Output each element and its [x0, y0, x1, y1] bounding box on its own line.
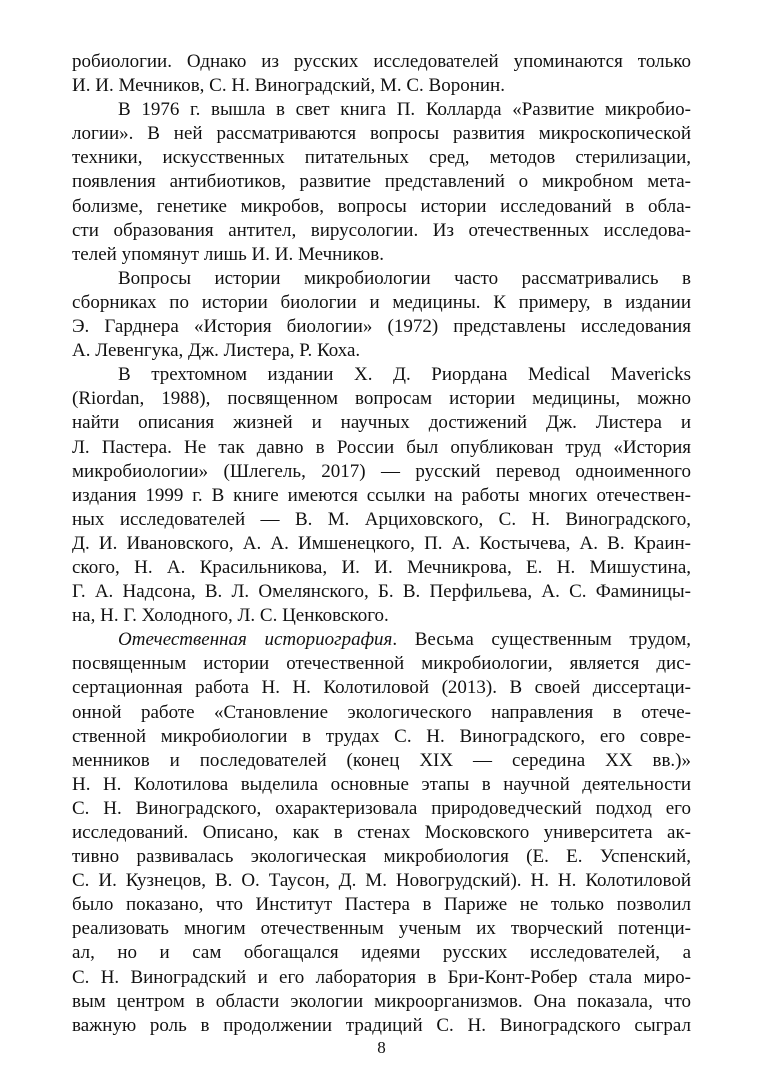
- text-line: логии». В ней рассматриваются вопросы развития микроскопической: [72, 123, 691, 145]
- text-line: Вопросы истории микробиологии часто рассматривались в: [118, 267, 691, 289]
- text-line: издания 1999 г. В книге имеются ссылки на работы многих отечествен-: [72, 484, 691, 506]
- text-line: ского, Н. А. Красильникова, И. И. Мечникрова, Е. Н. Мишустина,: [72, 556, 691, 578]
- text-line: (Riordan, 1988), посвященном вопросам истории медицины, можно: [72, 388, 691, 410]
- text-line: микробиологии» (Шлегель, 2017) — русский перевод одноименного: [72, 460, 691, 482]
- text-line: Д. И. Ивановского, А. А. Имшенецкого, П. А. Костычева, А. В. Краин-: [72, 532, 691, 554]
- text-line: телей упомянут лишь И. И. Мечников.: [72, 243, 384, 265]
- text-line: сертационная работа Н. Н. Колотиловой (2013). В своей диссертаци-: [72, 677, 691, 699]
- text-line: онной работе «Становление экологического направления в отече-: [72, 701, 691, 723]
- section-heading-inline: Отечественная историография: [118, 629, 393, 651]
- text-line: Э. Гарднера «История биологии» (1972) представлены исследования: [72, 316, 691, 338]
- text-line: реализовать многим отечественным ученым их творческий потенци-: [72, 918, 691, 940]
- text-line: В 1976 г. вышла в свет книга П. Колларда «Развитие микробио-: [118, 99, 691, 121]
- text-line: [72, 628, 691, 652]
- text-line: Л. Пастера. Не так давно в России был опубликован труд «История: [72, 436, 691, 458]
- text-line: болизме, генетике микробов, вопросы истории исследований в обла-: [72, 195, 691, 217]
- text-line: исследований. Описано, как в стенах Московского университета ак-: [72, 822, 691, 843]
- text-line: С. Н. Виноградского, охарактеризовала природоведческий подход его: [72, 797, 691, 819]
- text-line: было показано, что Институт Пастера в Париже не только позволил: [72, 894, 691, 916]
- text-line: Н. Н. Колотилова выделила основные этапы в научной деятельности: [72, 773, 691, 795]
- text-line: сборниках по истории биологии и медицины. К примеру, в издании: [72, 291, 691, 313]
- text-line: В трехтомном издании Х. Д. Риордана Medical Mavericks: [118, 364, 691, 386]
- text-line: сти образования антител, вирусологии. Из отечественных исследова-: [72, 219, 691, 241]
- text-line: появления антибиотиков, развитие представлений о микробном мета-: [72, 171, 691, 193]
- text-line: менников и последователей (конец XIX — середина XX вв.)»: [72, 749, 691, 771]
- text-fragment: . Весьма существенным трудом,: [392, 629, 692, 651]
- text-line: ал, но и сам обогащался идеями русских исследователей, а: [72, 942, 691, 964]
- text-line: важную роль в продолжении традиций С. Н. Виноградского сыграл: [72, 1014, 691, 1036]
- text-line: ных исследователей — В. М. Арциховского, С. Н. Виноградского,: [72, 508, 691, 530]
- text-line: посвященным истории отечественной микробиологии, является дис-: [72, 653, 691, 675]
- text-line: найти описания жизней и научных достижений Дж. Листера и: [72, 412, 691, 434]
- text-line: техники, искусственных питательных сред, методов стерилизации,: [72, 147, 691, 169]
- text-line: А. Левенгука, Дж. Листера, Р. Коха.: [72, 340, 361, 362]
- text-line: С. Н. Виноградский и его лаборатория в Бри-Конт-Робер стала миро-: [72, 966, 691, 988]
- text-line: И. И. Мечников, С. Н. Виноградский, М. С. Воронин.: [72, 75, 505, 97]
- text-line: робиологии. Однако из русских исследователей упоминаются только: [72, 51, 691, 72]
- text-line: ственной микробиологии в трудах С. Н. Виноградского, его совре-: [72, 725, 691, 747]
- text-line: С. И. Кузнецов, В. О. Таусон, Д. М. Новогрудский). Н. Н. Колотиловой: [72, 870, 691, 892]
- text-line: тивно развивалась экологическая микробиология (Е. Е. Успенский,: [72, 846, 691, 868]
- text-line: Г. А. Надсона, В. Л. Омелянского, Б. В. Перфильева, А. С. Фаминицы-: [72, 581, 691, 603]
- text-line: вым центром в области экологии микроорганизмов. Она показала, что: [72, 990, 691, 1012]
- text-line: на, Н. Г. Холодного, Л. С. Ценковского.: [72, 605, 389, 627]
- page-number: 8: [377, 1038, 386, 1057]
- document-page: [72, 50, 691, 1038]
